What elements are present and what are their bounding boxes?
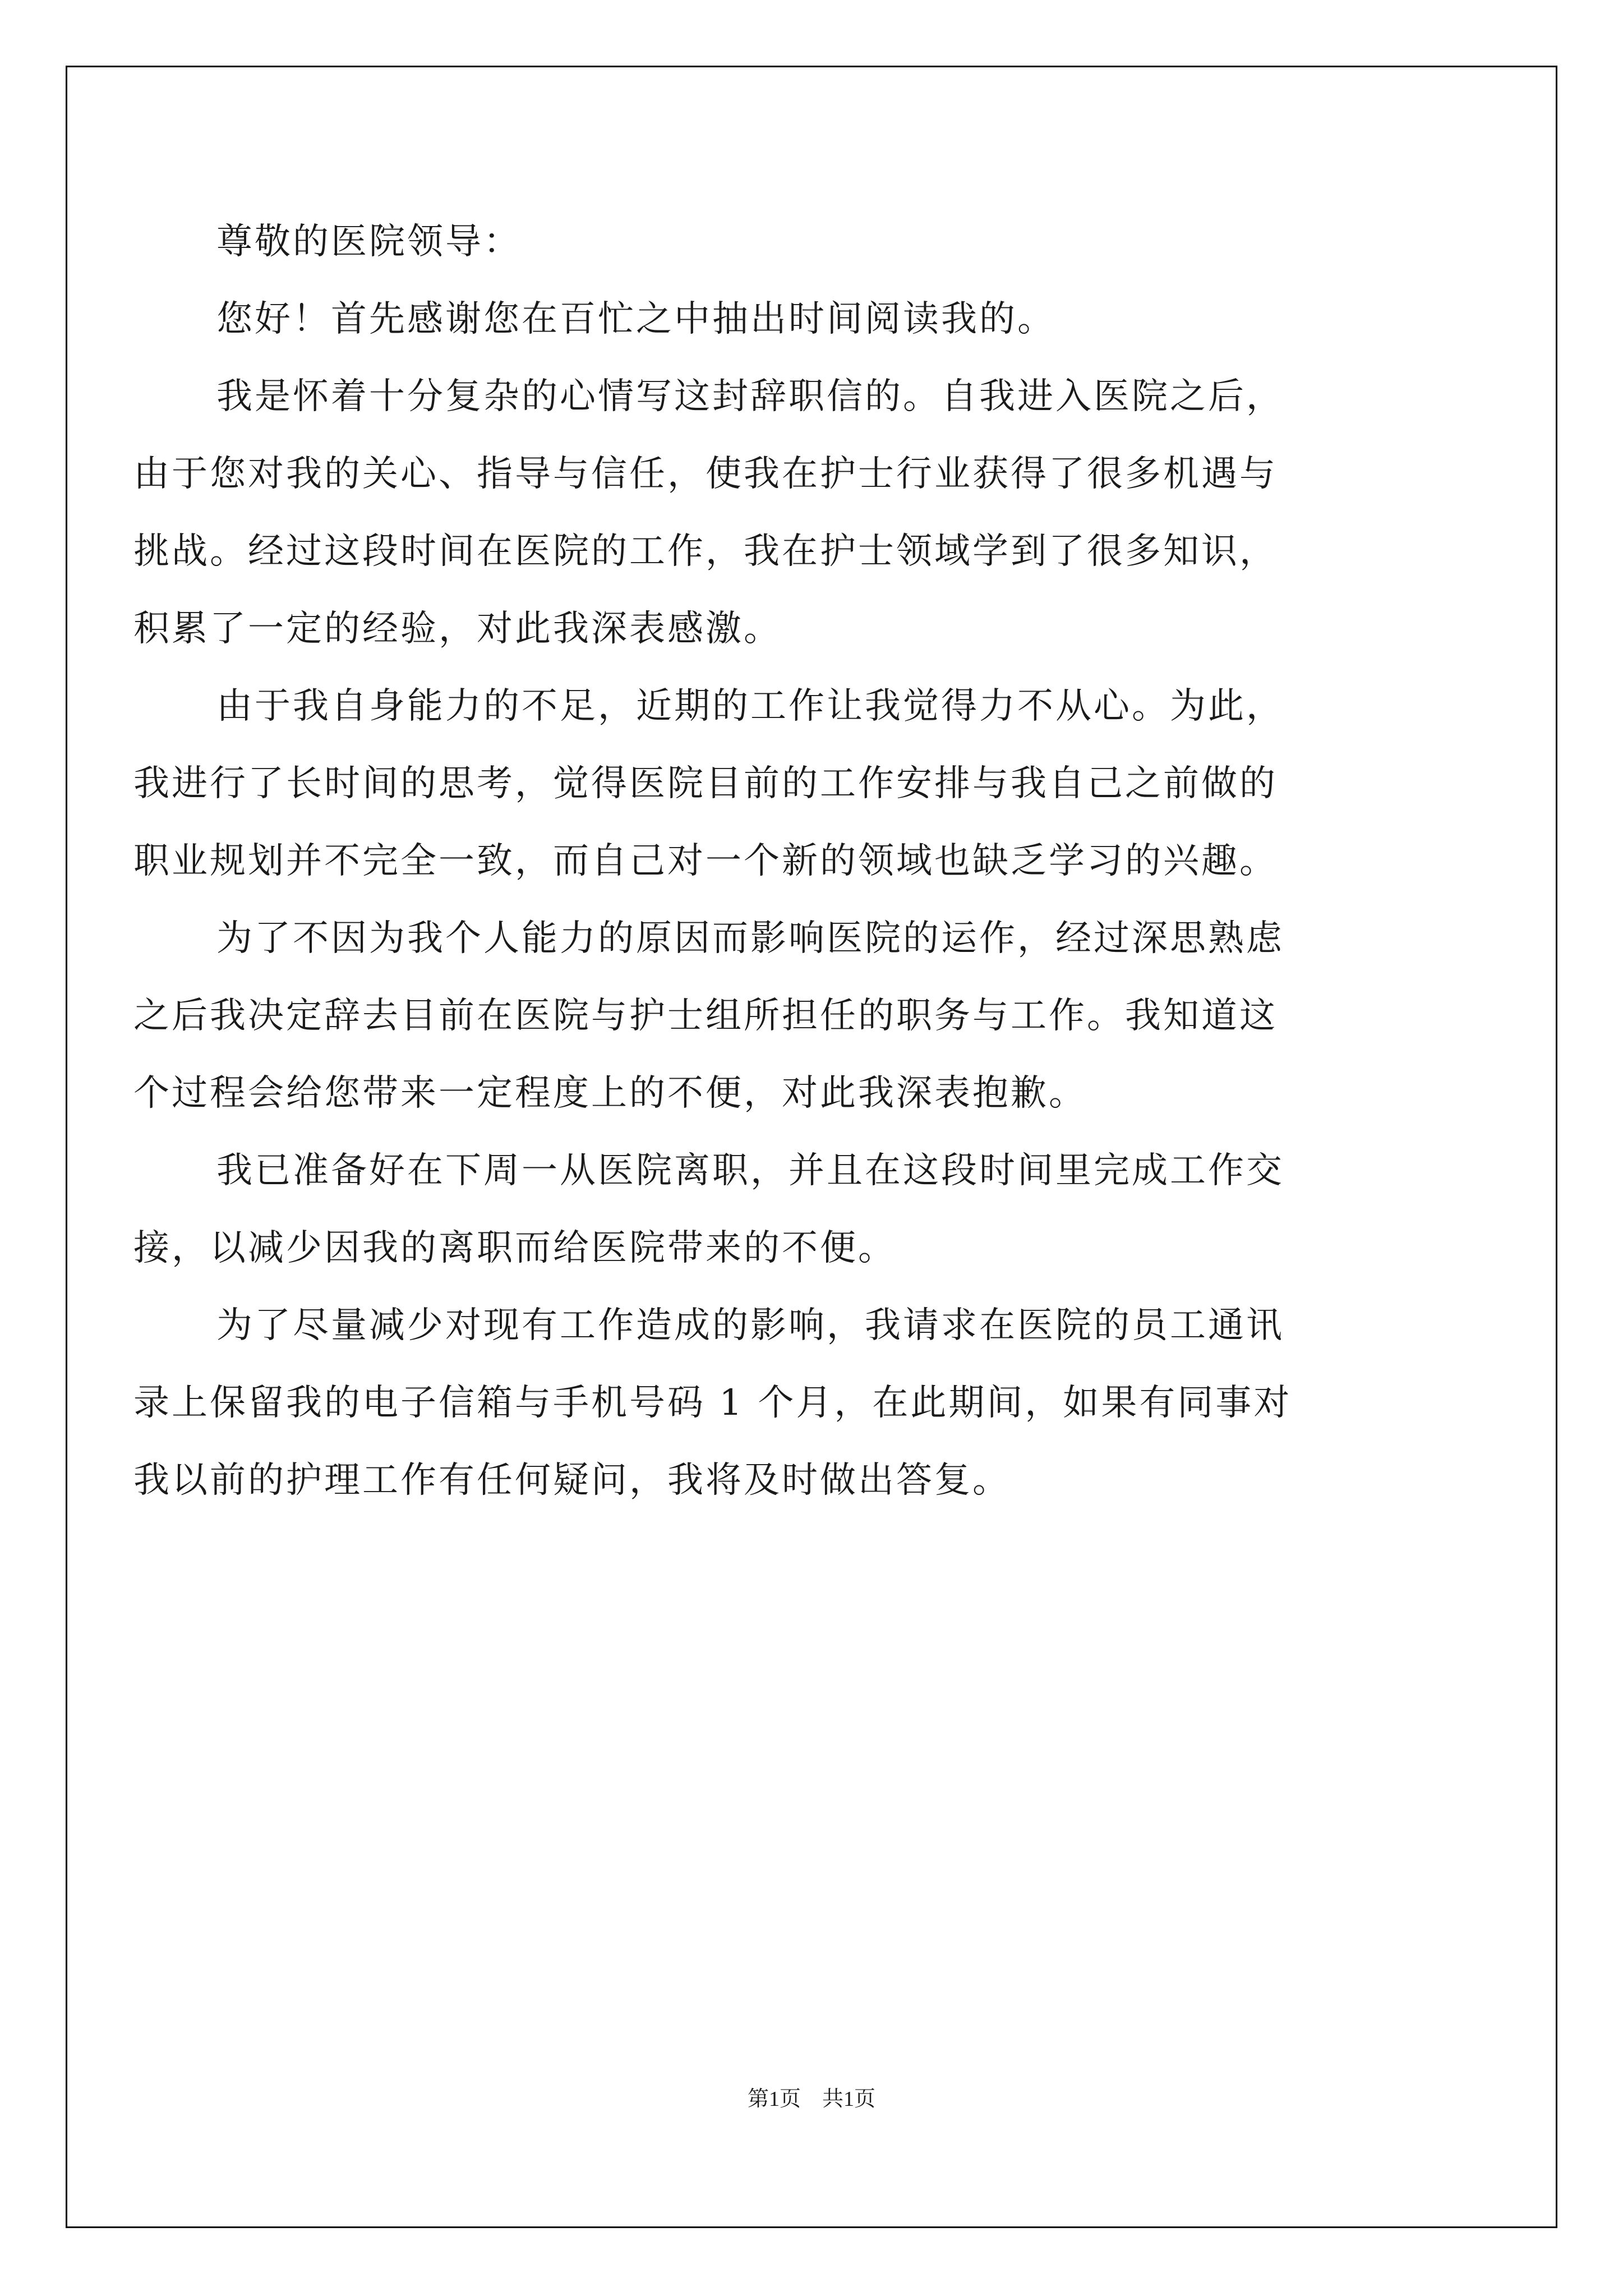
page-number: 第1页 共1页 [747, 2087, 875, 2111]
paragraph-line: 我是怀着十分复杂的心情写这封辞职信的。自我进入医院之后， [216, 376, 1284, 417]
paragraph-line: 职业规划并不完全一致，而自己对一个新的领域也缺乏学习的兴趣。 [133, 840, 1278, 882]
paragraph-contact [133, 1287, 1423, 1519]
paragraph-decision [133, 900, 1423, 1132]
paragraph-line: 为了不因为我个人能力的原因而影响医院的运作，经过深思熟虑 [216, 918, 1284, 959]
paragraph-line: 个过程会给您带来一定程度上的不便，对此我深表抱歉。 [133, 1073, 1087, 1114]
paragraph-line: 由于我自身能力的不足，近期的工作让我觉得力不从心。为此， [216, 685, 1284, 727]
paragraph-line: 为了尽量减少对现有工作造成的影响，我请求在医院的员工通讯 [216, 1305, 1284, 1346]
paragraph-line: 由于您对我的关心、指导与信任，使我在护士行业获得了很多机遇与 [133, 453, 1278, 495]
paragraph-line: 积累了一定的经验，对此我深表感激。 [133, 608, 782, 650]
paragraph-intro [133, 358, 1423, 668]
paragraph-line: 我已准备好在下周一从医院离职，并且在这段时间里完成工作交 [216, 1150, 1284, 1191]
paragraph-line: 录上保留我的电子信箱与手机号码 1 个月，在此期间，如果有同事对 [133, 1382, 1292, 1424]
paragraph-line: 接，以减少因我的离职而给医院带来的不便。 [133, 1227, 896, 1269]
paragraph-handover [133, 1132, 1423, 1287]
paragraph-line: 挑战。经过这段时间在医院的工作，我在护士领域学到了很多知识， [133, 531, 1278, 572]
paragraph-reason [133, 668, 1423, 900]
letter-body [133, 203, 1423, 1519]
paragraph-line: 您好！首先感谢您在百忙之中抽出时间阅读我的。 [216, 298, 1055, 340]
paragraph-greeting [133, 280, 1423, 358]
paragraph-line: 之后我决定辞去目前在医院与护士组所担任的职务与工作。我知道这 [133, 995, 1278, 1037]
paragraph-line: 我以前的护理工作有任何疑问，我将及时做出答复。 [133, 1460, 1011, 1501]
salutation: 尊敬的医院领导： [216, 221, 522, 263]
paragraph-line: 我进行了长时间的思考，觉得医院目前的工作安排与我自己之前做的 [133, 763, 1278, 804]
